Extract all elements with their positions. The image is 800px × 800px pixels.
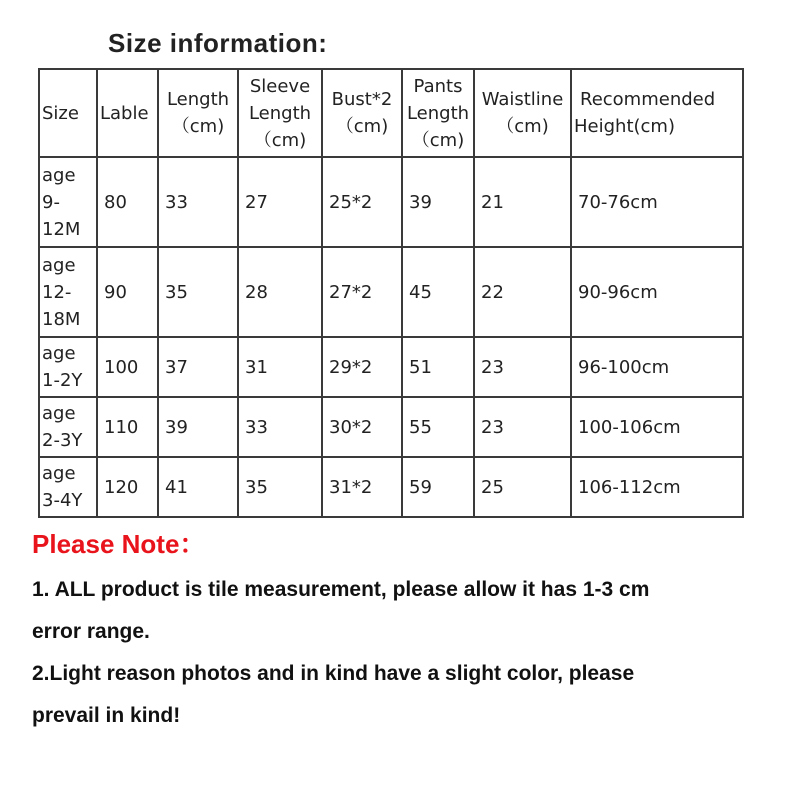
- col-header-size: Size: [39, 69, 97, 157]
- note-line-3: 2.Light reason photos and in kind have a slight color, please: [32, 662, 635, 685]
- size-table: [38, 68, 744, 518]
- bust-cell: 30*2: [322, 397, 402, 457]
- height-cell: 90-96cm: [571, 247, 743, 337]
- pants-cell: 51: [402, 337, 474, 397]
- lable-cell: 80: [97, 157, 158, 247]
- pants-cell: 39: [402, 157, 474, 247]
- length-cell: 37: [158, 337, 238, 397]
- col-header-lable: Lable: [97, 69, 158, 157]
- sleeve-cell: 33: [238, 397, 322, 457]
- sleeve-cell: 31: [238, 337, 322, 397]
- note-line-1: 1. ALL product is tile measurement, please allow it has 1-3 cm: [32, 578, 650, 601]
- lable-cell: 100: [97, 337, 158, 397]
- bust-cell: 25*2: [322, 157, 402, 247]
- note-heading: Please Note：: [32, 529, 206, 559]
- waist-cell: 25: [474, 457, 571, 517]
- bust-cell: 27*2: [322, 247, 402, 337]
- bust-cell: 31*2: [322, 457, 402, 517]
- note-line-4: prevail in kind!: [32, 704, 181, 727]
- col-header-waistline: Waistline （cm): [474, 69, 571, 157]
- page-title: Size information:: [108, 28, 328, 58]
- length-cell: 35: [158, 247, 238, 337]
- table-row: [39, 337, 743, 397]
- waist-cell: 21: [474, 157, 571, 247]
- col-header-pants-length: Pants Length （cm): [402, 69, 474, 157]
- table-row: [39, 457, 743, 517]
- waist-cell: 22: [474, 247, 571, 337]
- bust-cell: 29*2: [322, 337, 402, 397]
- pants-cell: 45: [402, 247, 474, 337]
- table-row: [39, 397, 743, 457]
- size-cell: age 1-2Y: [39, 337, 97, 397]
- height-cell: 96-100cm: [571, 337, 743, 397]
- sleeve-cell: 27: [238, 157, 322, 247]
- length-cell: 33: [158, 157, 238, 247]
- pants-cell: 55: [402, 397, 474, 457]
- table-row: [39, 247, 743, 337]
- length-cell: 39: [158, 397, 238, 457]
- sleeve-cell: 35: [238, 457, 322, 517]
- lable-cell: 90: [97, 247, 158, 337]
- header-row: [39, 69, 743, 157]
- height-cell: 106-112cm: [571, 457, 743, 517]
- size-cell: age 2-3Y: [39, 397, 97, 457]
- pants-cell: 59: [402, 457, 474, 517]
- col-header-length: Length （cm): [158, 69, 238, 157]
- lable-cell: 120: [97, 457, 158, 517]
- col-header-bust: Bust*2 （cm): [322, 69, 402, 157]
- table-row: [39, 157, 743, 247]
- size-cell: age 3-4Y: [39, 457, 97, 517]
- waist-cell: 23: [474, 397, 571, 457]
- col-header-sleeve-length: Sleeve Length （cm): [238, 69, 322, 157]
- height-cell: 70-76cm: [571, 157, 743, 247]
- size-cell: age 12- 18M: [39, 247, 97, 337]
- length-cell: 41: [158, 457, 238, 517]
- height-cell: 100-106cm: [571, 397, 743, 457]
- waist-cell: 23: [474, 337, 571, 397]
- sleeve-cell: 28: [238, 247, 322, 337]
- size-cell: age 9- 12M: [39, 157, 97, 247]
- note-line-2: error range.: [32, 620, 150, 643]
- lable-cell: 110: [97, 397, 158, 457]
- col-header-recommended-height: Recommended Height(cm): [571, 69, 743, 157]
